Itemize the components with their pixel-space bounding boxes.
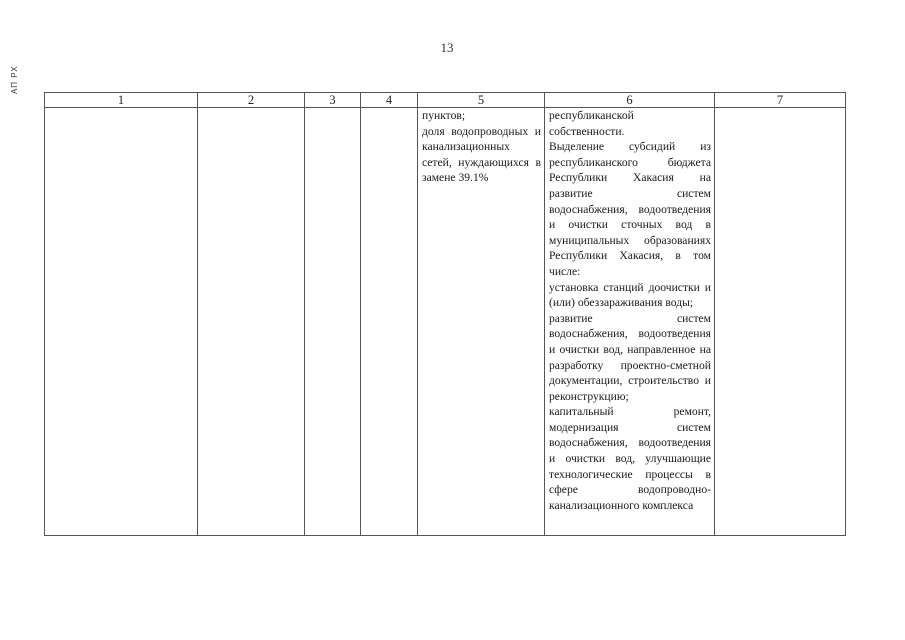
- indicator-text-points: пунктов;: [422, 109, 466, 122]
- header-row: [45, 93, 846, 108]
- cell-col3: [305, 108, 361, 536]
- table-row: [45, 108, 846, 536]
- measure-text-design-construction: развитие систем водоснабжения, водоотведения и очистки вод, направленное на разработку проектно-сметной документации, строительство и реконструкцию;: [549, 311, 711, 403]
- column-header-7: 7: [715, 93, 846, 108]
- page-number: 13: [440, 40, 454, 55]
- measure-text-subsidies: Выделение субсидий из республиканского бюджета Республики Хакасия на развитие систем водоснабжения, водоотведения и очистки сточных вод в муниципальных образованиях Республики Хакасия, в том числе:: [549, 140, 711, 278]
- column-header-3: 3: [305, 93, 361, 108]
- indicator-text-network-share: доля водопроводных и канализационных сетей, нуждающихся в замене 39.1%: [422, 124, 541, 185]
- measure-text-capital-repair: капитальный ремонт, модернизация систем водоснабжения, водоотведения и очистки вод, улучшающие технологические процессы в сфере водопроводно-канализационного комплекса: [549, 405, 711, 512]
- cell-col1: [45, 108, 198, 536]
- measure-text-purification-stations: установка станций доочистки и (или) обеззараживания воды;: [549, 280, 711, 310]
- column-header-2: 2: [198, 93, 305, 108]
- measure-text-ownership: республиканской собственности.: [549, 109, 634, 138]
- cell-col4: [361, 108, 418, 536]
- cell-col6: [545, 108, 715, 536]
- cell-col5: [418, 108, 545, 536]
- cell-col2: [198, 108, 305, 536]
- document-table: [44, 92, 846, 536]
- column-header-1: 1: [45, 93, 198, 108]
- cell-col7: [715, 108, 846, 536]
- column-header-6: 6: [545, 93, 715, 108]
- side-stamp: АП РХ: [10, 65, 19, 95]
- column-header-5: 5: [418, 93, 545, 108]
- column-header-4: 4: [361, 93, 418, 108]
